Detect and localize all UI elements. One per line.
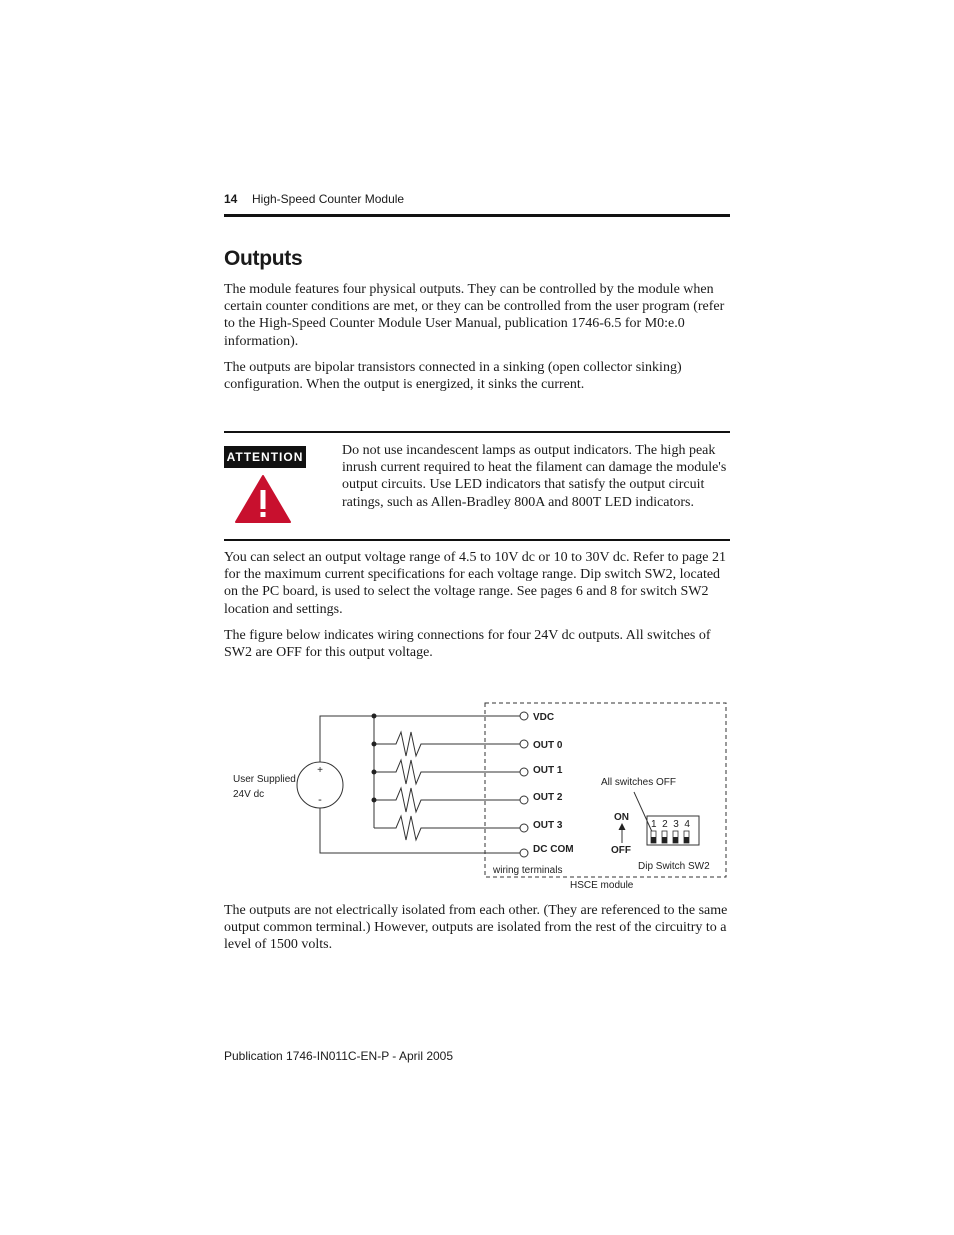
wires — [320, 716, 520, 853]
on-label: ON — [614, 812, 629, 823]
terminal-label-out3: OUT 3 — [533, 820, 563, 831]
page-number: 14 — [224, 192, 238, 206]
terminal-label-out1: OUT 1 — [533, 765, 563, 776]
paragraph-isolation: The outputs are not electrically isolated from each other. (They are referenced to the same output common terminal.) However, outputs are isolated from the rest of the circuitry to a level of 1500 volts. — [224, 903, 728, 953]
footer-publication: Publication 1746-IN011C-EN-P - April 2005 — [224, 1049, 454, 1063]
module-label: HSCE module — [570, 880, 634, 891]
wiring-terminals-label: wiring terminals — [493, 865, 563, 876]
off-label: OFF — [611, 845, 631, 856]
plus-sign: + — [317, 765, 323, 776]
supply-label-line2: 24V dc — [233, 789, 265, 800]
terminal-label-out2: OUT 2 — [533, 792, 563, 803]
all-switches-off-label: All switches OFF — [601, 777, 677, 788]
terminal-label-dccom: DC COM — [533, 844, 574, 855]
paragraph-transistors: The outputs are bipolar transistors connected in a sinking (open collector sinking) configuration. When the output is energized, it sinks the current. — [224, 360, 682, 393]
attention-badge: ATTENTION — [224, 446, 306, 468]
attention-text: Do not use incandescent lamps as output indicators. The high peak inrush current required to heat the filament can damage the module's output circuits. Use LED indicators that satisfy the output circuit ratings, such as Allen-Bradley 800A and 800T LED indicators. — [342, 443, 727, 510]
paragraph-figure-intro: The figure below indicates wiring connections for four 24V dc outputs. All switches of SW2 are OFF for this output voltage. — [224, 628, 711, 661]
minus-sign: - — [318, 794, 322, 806]
terminal-label-vdc: VDC — [533, 712, 555, 723]
terminal-label-out0: OUT 0 — [533, 740, 563, 751]
switch-numbers: 1 2 3 4 — [651, 819, 690, 830]
supply-label-line1: User Supplied — [233, 774, 296, 785]
dip-switch-levers — [651, 831, 689, 843]
terminal-circles — [520, 712, 528, 857]
dip-switch-label: Dip Switch SW2 — [638, 861, 710, 872]
running-header-title: High-Speed Counter Module — [252, 192, 405, 206]
section-title: Outputs — [224, 247, 303, 270]
arrow-head-icon — [619, 823, 626, 830]
paragraph-voltage-range: You can select an output voltage range of 4.5 to 10V dc or 10 to 30V dc. Refer to page 21 for the maximum current specifications for each voltage range. Dip switch SW2, located on the PC board, is used to select the voltage range. See pages 6 and 8 for switch SW2 location and settings. — [224, 550, 726, 617]
paragraph-intro: The module features four physical outputs. They can be controlled by the module when certain counter conditions are met, or they can be controlled from the user program (refer to the High-Speed Counter Module User Manual, publication 1746-6.5 for M0:e.0 information). — [224, 282, 725, 349]
